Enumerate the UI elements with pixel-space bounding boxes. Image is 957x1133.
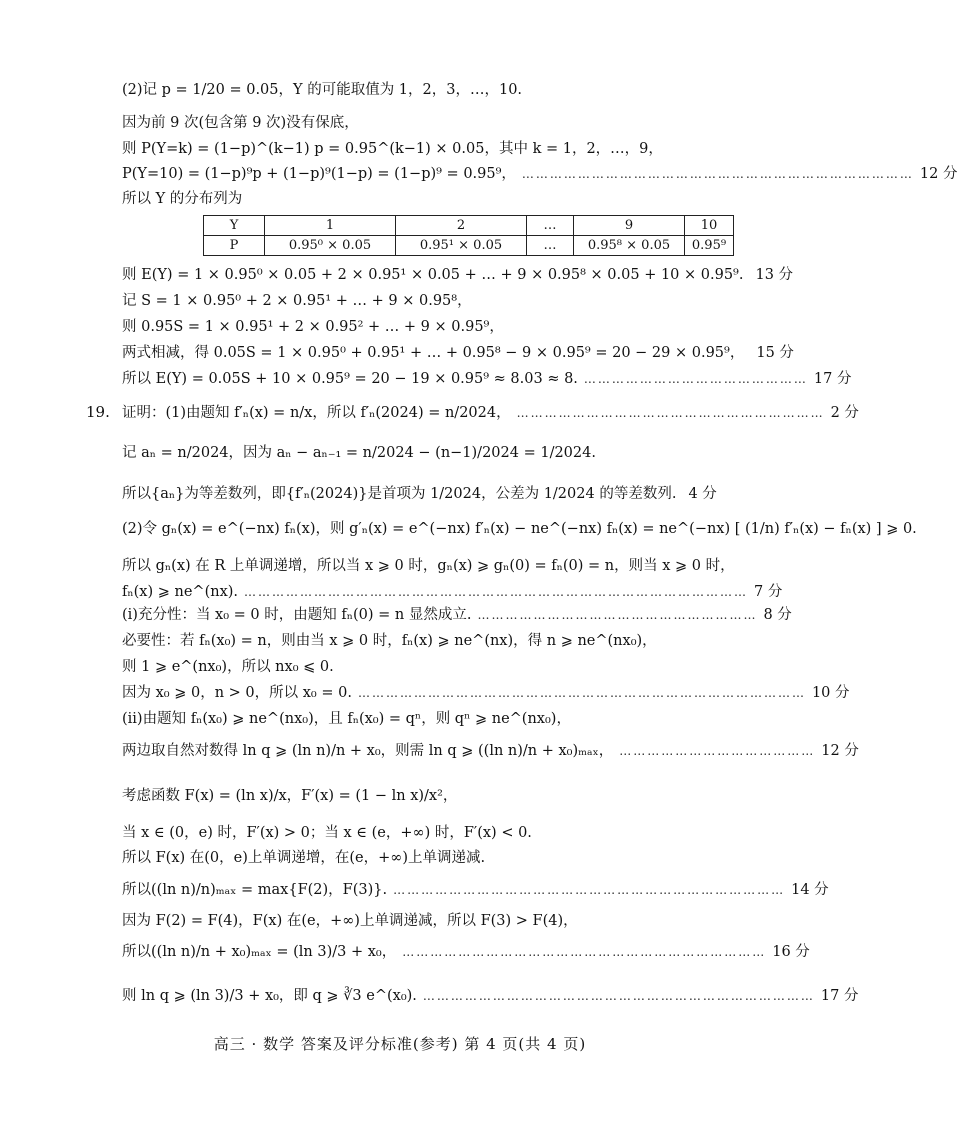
line bbox=[122, 110, 716, 136]
table-cell: 2 bbox=[396, 216, 527, 236]
text: (2)记 p = 1/20 = 0.05，Y 的可能取值为 1，2，3，…，10. bbox=[122, 82, 523, 98]
page-footer: 高三 · 数学 答案及评分标准(参考) 第 4 页(共 4 页) bbox=[213, 1035, 587, 1053]
line bbox=[122, 820, 716, 846]
leader-dots: …………………………………… bbox=[619, 744, 816, 758]
table-cell: 0.95¹ × 0.05 bbox=[396, 236, 527, 256]
text: 当 x ∈ (0，e) 时，F′(x) > 0；当 x ∈ (e，+∞) 时，F′(x) < 0. bbox=[122, 825, 532, 841]
text: 必要性：若 fₙ(x₀) = n，则由当 x ⩾ 0 时，fₙ(x) ⩾ ne^(nx)，得 n ⩾ ne^(nx₀)， bbox=[122, 633, 657, 649]
scored-line bbox=[122, 366, 852, 392]
table-cell: 10 bbox=[685, 216, 734, 236]
score: 17 分 bbox=[820, 988, 859, 1004]
line bbox=[122, 77, 716, 103]
text: (2)令 gₙ(x) = e^(−nx) fₙ(x)，则 g′ₙ(x) = e^(−nx) f′ₙ(x) − ne^(−nx) fₙ(x) = ne^(−nx) [ (1/n) f′ₙ(x) − fₙ(x) ] ⩾ 0. bbox=[122, 521, 917, 537]
table-row bbox=[204, 236, 734, 256]
line bbox=[122, 706, 716, 732]
scored-line bbox=[122, 983, 859, 1009]
text: 所以 Y 的分布列为 bbox=[122, 191, 243, 207]
scored-line bbox=[122, 262, 794, 288]
table-cell: 0.95⁸ × 0.05 bbox=[574, 236, 685, 256]
text: 则 ln q ⩾ (ln 3)/3 + x₀，即 q ⩾ ∛3 e^(x₀). bbox=[122, 988, 417, 1004]
scored-line bbox=[122, 738, 859, 764]
score: 13 分 bbox=[755, 267, 794, 283]
table-cell: 0.95⁹ bbox=[685, 236, 734, 256]
text: 考虑函数 F(x) = (ln x)/x，F′(x) = (1 − ln x)/x²， bbox=[122, 788, 458, 804]
line bbox=[122, 516, 917, 542]
score: 10 分 bbox=[811, 685, 850, 701]
scored-line bbox=[122, 680, 850, 706]
table-cell: 9 bbox=[574, 216, 685, 236]
question-number: 19. bbox=[86, 403, 110, 421]
text: fₙ(x) ⩾ ne^(nx). bbox=[122, 584, 239, 600]
scored-line bbox=[122, 400, 859, 426]
score: 8 分 bbox=[763, 607, 792, 623]
distribution-table bbox=[203, 215, 734, 256]
score: 17 分 bbox=[813, 371, 852, 387]
leader-dots: ………………………………………………………………………… bbox=[521, 167, 914, 181]
table-cell: 0.95⁰ × 0.05 bbox=[265, 236, 396, 256]
text: 证明：(1)由题知 f′ₙ(x) = n/x，所以 f′ₙ(2024) = n/2024， bbox=[122, 405, 511, 421]
leader-dots: ……………………………………………………………………………………………… bbox=[244, 585, 749, 599]
text: 则 1 ⩾ e^(nx₀)，所以 nx₀ ⩽ 0. bbox=[122, 659, 334, 675]
leader-dots: ………………………………………………………… bbox=[516, 406, 825, 420]
text: 所以((ln n)/n + x₀)ₘₐₓ = (ln 3)/3 + x₀， bbox=[122, 944, 397, 960]
leader-dots: …………………………………………………………………… bbox=[402, 945, 767, 959]
text: 所以 F(x) 在(0，e)上单调递增，在(e，+∞)上单调递减. bbox=[122, 850, 486, 866]
table-cell: … bbox=[527, 216, 574, 236]
text: (i)充分性：当 x₀ = 0 时，由题知 fₙ(0) = n 显然成立. bbox=[122, 607, 472, 623]
text: 所以((ln n)/n)ₘₐₓ = max{F(2)，F(3)}. bbox=[122, 882, 388, 898]
line bbox=[122, 314, 716, 340]
text: 所以 gₙ(x) 在 R 上单调递增，所以当 x ⩾ 0 时，gₙ(x) ⩾ gₙ(0) = fₙ(0) = n，则当 x ⩾ 0 时， bbox=[122, 558, 735, 574]
line bbox=[122, 845, 716, 871]
text: P(Y=10) = (1−p)⁹p + (1−p)⁹(1−p) = (1−p)⁹ = 0.95⁹， bbox=[122, 166, 516, 182]
line bbox=[122, 440, 716, 466]
score: 15 分 bbox=[756, 345, 794, 361]
line bbox=[122, 186, 716, 212]
text: 两式相减，得 0.05S = 1 × 0.95⁰ + 0.95¹ + … + 0.95⁸ − 9 × 0.95⁹ = 20 − 29 × 0.95⁹， bbox=[122, 345, 745, 361]
text: (ii)由题知 fₙ(x₀) ⩾ ne^(nx₀)，且 fₙ(x₀) = qⁿ，则 qⁿ ⩾ ne^(nx₀)， bbox=[122, 711, 571, 727]
scored-line bbox=[122, 481, 716, 507]
scored-line bbox=[122, 939, 810, 965]
text: 记 aₙ = n/2024，因为 aₙ − aₙ₋₁ = n/2024 − (n−1)/2024 = 1/2024. bbox=[122, 445, 596, 461]
score: 2 分 bbox=[830, 405, 859, 421]
score: 16 分 bbox=[772, 944, 810, 960]
table-cell: 1 bbox=[265, 216, 396, 236]
table-cell: … bbox=[527, 236, 574, 256]
scored-line bbox=[122, 877, 829, 903]
leader-dots: …………………………………………………… bbox=[477, 608, 758, 622]
line bbox=[122, 288, 716, 314]
table-row bbox=[204, 216, 734, 236]
leader-dots: ………………………………………… bbox=[583, 372, 808, 386]
score: 7 分 bbox=[754, 584, 783, 600]
text: 所以 E(Y) = 0.05S + 10 × 0.95⁹ = 20 − 19 × 0.95⁹ ≈ 8.03 ≈ 8. bbox=[122, 371, 578, 387]
text: 因为 F(2) = F(4)，F(x) 在(e，+∞)上单调递减，所以 F(3) > F(4)， bbox=[122, 913, 578, 929]
score: 4 分 bbox=[688, 486, 717, 502]
scored-line bbox=[122, 161, 957, 187]
leader-dots: ………………………………………………………………………… bbox=[393, 883, 786, 897]
table-cell: P bbox=[204, 236, 265, 256]
scored-line bbox=[122, 340, 794, 366]
text: 则 P(Y=k) = (1−p)^(k−1) p = 0.95^(k−1) × 0.05，其中 k = 1，2，…，9， bbox=[122, 141, 663, 157]
text: 则 E(Y) = 1 × 0.95⁰ × 0.05 + 2 × 0.95¹ × 0.05 + … + 9 × 0.95⁸ × 0.05 + 10 × 0.95⁹. bbox=[122, 267, 744, 283]
line bbox=[122, 136, 716, 162]
table-cell: Y bbox=[204, 216, 265, 236]
line bbox=[122, 783, 716, 809]
line bbox=[122, 654, 716, 680]
text: 两边取自然对数得 ln q ⩾ (ln n)/n + x₀，则需 ln q ⩾ ((ln n)/n + x₀)ₘₐₓ， bbox=[122, 743, 614, 759]
line bbox=[122, 553, 735, 579]
leader-dots: ………………………………………………………………………… bbox=[422, 989, 815, 1003]
score: 12 分 bbox=[821, 743, 859, 759]
leader-dots: …………………………………………………………………………………… bbox=[357, 686, 806, 700]
text: 因为前 9 次(包含第 9 次)没有保底， bbox=[122, 115, 359, 131]
text: 因为 x₀ ⩾ 0，n > 0，所以 x₀ = 0. bbox=[122, 685, 352, 701]
line bbox=[122, 628, 716, 654]
line bbox=[122, 908, 716, 934]
scored-line bbox=[122, 602, 792, 628]
text: 所以{aₙ}为等差数列，即{f′ₙ(2024)}是首项为 1/2024，公差为 1/2024 的等差数列. bbox=[122, 486, 677, 502]
text: 则 0.95S = 1 × 0.95¹ + 2 × 0.95² + … + 9 × 0.95⁹， bbox=[122, 319, 504, 335]
score: 12 分 bbox=[919, 166, 957, 182]
score: 14 分 bbox=[791, 882, 829, 898]
text: 记 S = 1 × 0.95⁰ + 2 × 0.95¹ + … + 9 × 0.95⁸， bbox=[122, 293, 472, 309]
